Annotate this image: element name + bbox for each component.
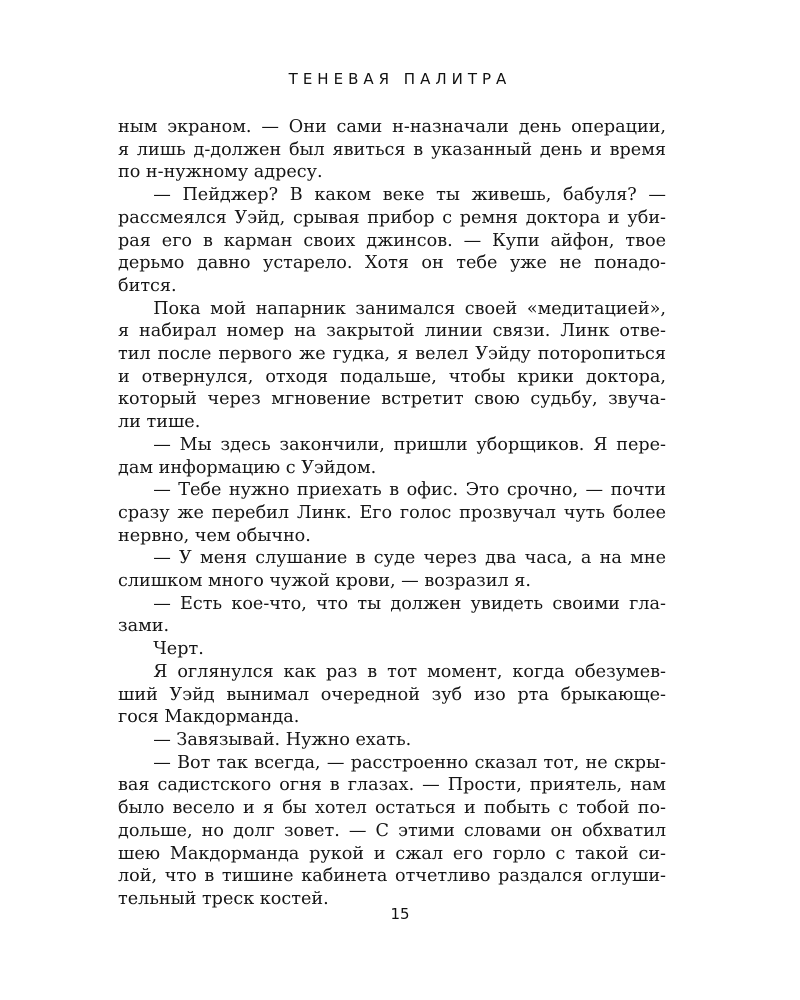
page-number: 15 xyxy=(390,905,410,923)
text-line: нервно, чем обычно. xyxy=(118,525,311,546)
text-line: по н-нужному адресу. xyxy=(118,162,323,183)
text-line: — Есть кое-что, что ты должен увидеть своими гла- xyxy=(153,593,666,614)
text-line: ли тише. xyxy=(118,412,201,433)
text-line: ным экраном. — Они сами н-назначали день операции, xyxy=(118,117,666,137)
text-line: бится. xyxy=(118,275,177,296)
text-line: тил после первого же гудка, я велел Уэйду поторопиться xyxy=(118,344,666,365)
text-line: и отвернулся, отходя подальше, чтобы крики доктора, xyxy=(118,366,666,387)
text-line: ший Уэйд вынимал очередной зуб изо рта брыкающе- xyxy=(118,684,666,705)
text-line: я лишь д-должен был явиться в указанный день и время xyxy=(118,139,666,160)
text-line: гося Макдорманда. xyxy=(118,707,300,728)
text-line: зами. xyxy=(118,616,170,637)
text-line: рая его в карман своих джинсов. — Купи айфон, твое xyxy=(118,230,666,251)
text-line: Пока мой напарник занимался своей «медитацией», xyxy=(153,298,666,319)
text-line: Я оглянулся как раз в тот момент, когда обезумев- xyxy=(153,661,666,682)
text-line: я набирал номер на закрытой линии связи. Линк отве- xyxy=(118,321,666,342)
text-line: который через мгновение встретит свою судьбу, звуча- xyxy=(118,389,666,410)
text-line: — Мы здесь закончили, пришли уборщиков. Я пере- xyxy=(153,434,666,455)
text-line: дерьмо давно устарело. Хотя он тебе уже не понадо- xyxy=(118,253,666,274)
text-line: — Тебе нужно приехать в офис. Это срочно, — почти xyxy=(153,480,666,501)
text-line: тельный треск костей. xyxy=(118,888,329,909)
body-text xyxy=(118,116,666,911)
text-line: — Пейджер? В каком веке ты живешь, бабуля? — xyxy=(153,185,666,206)
text-line: — Вот так всегда, — расстроенно сказал тот, не скры- xyxy=(153,752,666,773)
text-line: слишком много чужой крови, — возразил я. xyxy=(118,571,531,592)
text-line: сразу же перебил Линк. Его голос прозвучал чуть более xyxy=(118,502,666,523)
text-line: было весело и я бы хотел остаться и побыть с тобой по- xyxy=(118,798,666,819)
text-line: шею Макдорманда рукой и сжал его горло с такой си- xyxy=(118,843,666,864)
text-line: дольше, но долг зовет. — С этими словами он обхватил xyxy=(118,820,666,841)
text-line: лой, что в тишине кабинета отчетливо раздался оглуши- xyxy=(118,866,666,887)
text-line: — У меня слушание в суде через два часа, а на мне xyxy=(153,548,666,569)
text-line: вая садистского огня в глазах. — Прости, приятель, нам xyxy=(118,775,666,796)
running-head-title: ТЕНЕВАЯ ПАЛИТРА xyxy=(288,70,512,88)
text-line: Черт. xyxy=(153,639,204,660)
text-line: — Завязывай. Нужно ехать. xyxy=(153,729,412,750)
text-line: дам информацию с Уэйдом. xyxy=(118,457,377,478)
text-line: рассмеялся Уэйд, срывая прибор с ремня доктора и уби- xyxy=(118,207,666,228)
